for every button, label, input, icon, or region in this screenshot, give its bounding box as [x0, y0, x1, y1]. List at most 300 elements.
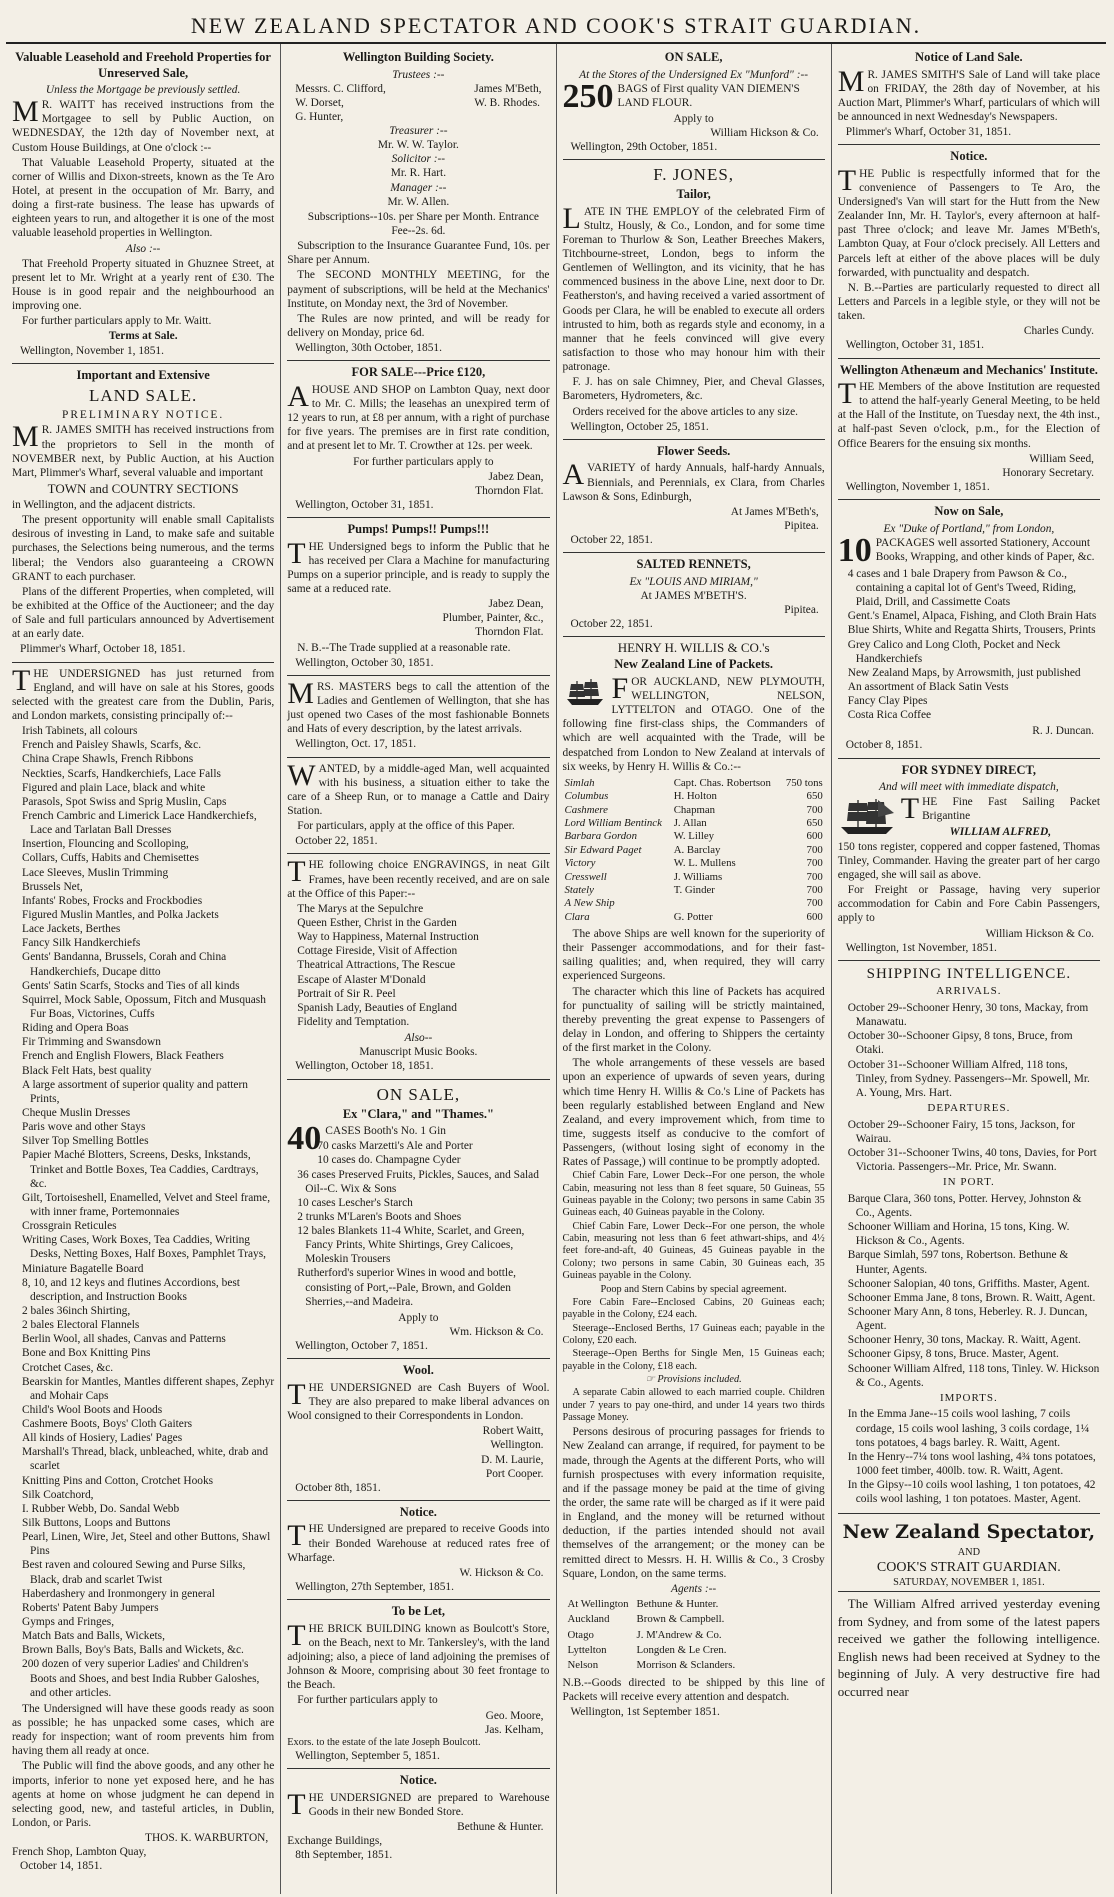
ship-captain — [672, 897, 781, 910]
ship-row — [563, 911, 825, 924]
advert-at: At JAMES M'BETH'S. — [640, 589, 747, 602]
list-item: 200 dozen of very superior Ladies' and Children's Boots and Shoes, and best India Rubber Galoshes, and other articles. — [22, 1658, 260, 1699]
ship-name: Sir Edward Paget — [564, 843, 642, 856]
agent-row — [565, 1598, 739, 1611]
list-item: Rutherford's superior Wines in wood and bottle, consisting of Port,--Pale, Brown, and Golden Sherries,--and Madeira. — [297, 1267, 516, 1308]
advert-mrs-masters — [287, 676, 549, 758]
column-4 — [831, 44, 1106, 1894]
list-item: 2 trunks M'Laren's Boots and Shoes — [297, 1210, 462, 1223]
advert-body — [287, 676, 550, 737]
ship-tons: 600 — [806, 910, 823, 923]
departures-list — [848, 1118, 1100, 1175]
advert-date: October 8th, 1851. — [295, 1481, 381, 1494]
agent-place: At Wellington — [567, 1597, 629, 1610]
advert-body — [12, 95, 275, 155]
advert-title: SALTED RENNETS, — [636, 557, 751, 572]
list-item: Way to Happiness, Maternal Instruction — [297, 931, 479, 944]
advert-heading: LAND SALE. — [89, 386, 198, 406]
advert-building-society — [287, 46, 549, 361]
dropcap: A — [562, 458, 585, 492]
list-item: 10 cases do. Champagne Cyder — [317, 1154, 461, 1167]
ship-row — [563, 817, 825, 830]
ships-table — [563, 777, 825, 924]
advert-body — [837, 163, 1100, 280]
ship-tons: 700 — [806, 843, 823, 856]
advert-text: HE Public is respectfully informed that for the convenience of Passengers to Te Aro, the Undersigned's Van will start for the Hutt from the New Zealander Inn, Mr. H. Taylor's, every afternoon at half-past Three o'clock; and leave Mr. James M'Beth's, Lambton Quay, at Four o'clock precisely. All Letters and Parcels left at either of the above places will be duly forwarded, with punctuality and despatch. — [837, 167, 1100, 279]
advert-body: Persons desirous of procuring passages for friends to New Zealand can arrange, if required, for payment to be made, through the Agents at the different Ports, who will furnish prospectuses with every information requisite, and if the passage money be paid at the time of giving the order, the same rate will be charged as if it were paid in England, and the money will be returned without deduction, if the parties intended should not avail themselves of the arrangement; or the money can be remitted direct to Messrs. H. H. Willis & Co., 3 Crosby Square, London, on the same terms. — [562, 1426, 825, 1580]
in-port-entry: Schooner William Alfred, 118 tons, Tinley. W. Hickson & Co., Agents. — [847, 1362, 1100, 1389]
sailing-ship-icon — [563, 677, 607, 707]
list-item: Lace Sleeves, Muslin Trimming — [22, 866, 169, 879]
advert-hutt-van — [838, 145, 1100, 358]
agent-name: Longden & Le Cren. — [636, 1644, 727, 1657]
advert-title: Important and Extensive — [76, 367, 210, 382]
ship-name: WILLIAM ALFRED, — [949, 825, 1052, 838]
list-item: Fir Trimming and Swansdown — [22, 1036, 161, 1049]
list-item: Figured and plain Lace, black and white — [22, 781, 206, 794]
advert-body: Subscription to the Insurance Guarantee Fund, 10s. per Share per Annum. — [287, 240, 550, 267]
arrivals-label: ARRIVALS. — [936, 985, 1002, 998]
agent-name: Morrison & Sclanders. — [636, 1659, 736, 1672]
list-item: Grey Calico and Long Cloth, Pocket and Neck Handkerchiefs — [847, 638, 1061, 665]
in-port-entry: Schooner Mary Ann, 8 tons, Heberley. R. J. Duncan, Agent. — [847, 1305, 1088, 1333]
list-item: 4 cases and 1 bale Drapery from Pawson & Co., containing a capital lot of Gent's Tweed, Riding, Plaid, Drill, and Cassimette Coats — [847, 567, 1077, 609]
ship-tons: 750 tons — [785, 776, 823, 789]
agent-row — [565, 1659, 739, 1672]
list-item: Fancy Clay Pipes — [847, 695, 928, 708]
advert-signature: Charles Cundy. — [1023, 325, 1094, 338]
list-item: Child's Wool Boots and Hoods — [22, 1403, 163, 1416]
advert-body: Orders received for the above articles to any size. — [572, 405, 798, 418]
advert-title: ON SALE, — [664, 50, 723, 64]
dropcap: T — [900, 792, 920, 826]
advert-flour — [563, 46, 825, 160]
advert-body — [12, 663, 275, 724]
sale-list — [848, 567, 1100, 723]
list-item: Fidelity and Temptation. — [297, 1015, 410, 1028]
list-item: Gents' Bandanna, Brussels, Corah and China Handkerchiefs, Ducape ditto — [22, 951, 227, 978]
dropcap: L — [562, 201, 581, 235]
advert-date: Wellington, November 1, 1851. — [845, 481, 990, 494]
list-item: The Marys at the Sepulchre — [297, 902, 424, 915]
advert-text: HE UNDERSIGNED are prepared to Warehouse Goods in their new Bonded Store. — [308, 1791, 550, 1818]
imports-list — [848, 1407, 1100, 1506]
advert-date: Wellington, September 5, 1851. — [295, 1750, 440, 1763]
nameplate: New Zealand Spectator, — [842, 1521, 1096, 1544]
advert-note: N. B.--Parties are particularly requested to direct all Letters and Parcels in a legible style, or they will not be taken. — [837, 281, 1100, 323]
trustees-right — [474, 82, 541, 124]
list-item: Crossgrain Reticules — [22, 1220, 117, 1233]
ship-row — [563, 871, 825, 884]
arrival-entry: October 29--Schooner Henry, 30 tons, Mackay, from Manawatu. — [847, 1002, 1089, 1029]
advert-subheading: Tailor, — [676, 187, 711, 202]
ship-name: Stately — [564, 883, 594, 896]
advert-date: Wellington, 1st November, 1851. — [845, 941, 997, 954]
masthead: NEW ZEALAND SPECTATOR AND COOK'S STRAIT GUARDIAN. — [190, 13, 922, 38]
list-item: Cashmere Boots, Boys' Cloth Gaiters — [22, 1418, 193, 1431]
trustee-name: W. Dorset, — [295, 96, 344, 109]
advert-body — [12, 420, 275, 480]
in-port-entry: Barque Simlah, 597 tons, Robertson. Bethune & Hunter, Agents. — [847, 1249, 1069, 1276]
advert-date: Wellington, October 30, 1851. — [295, 656, 434, 669]
advert-note: N.B.--Goods directed to be shipped by this line of Packets will receive every attention and despatch. — [562, 1676, 825, 1703]
list-item: Bone and Box Knitting Pins — [22, 1347, 151, 1360]
ship-tons: 650 — [806, 790, 823, 803]
list-item: Figured Muslin Mantles, and Polka Jackets — [22, 909, 219, 921]
ship-name: A New Ship — [564, 897, 615, 910]
advert-signature: Honorary Secretary. — [1002, 466, 1094, 479]
list-item: Fancy Silk Handkerchiefs — [22, 937, 141, 950]
nameplate-subtitle: COOK'S STRAIT GUARDIAN. — [876, 1560, 1061, 1576]
list-item: Best raven and coloured Sewing and Purse Silks, Black, drab and scarlet Twist — [22, 1559, 246, 1586]
ship-tons: 700 — [806, 883, 823, 896]
list-item: Gents' Satin Scarfs, Stocks and Ties of all kinds — [22, 979, 240, 992]
sale-list — [297, 1139, 549, 1309]
ship-captain: J. Williams — [673, 870, 723, 883]
advert-date: October 8, 1851. — [845, 739, 923, 752]
ship-row — [563, 857, 825, 870]
advert-athenaeum — [838, 359, 1100, 501]
advert-body: F. J. has on sale Chimney, Pier, and Cheval Glasses, Barometers, Hydrometers, &c. — [562, 376, 825, 403]
advert-place: Pipitea. — [784, 604, 819, 617]
ship-name: Columbus — [564, 790, 609, 803]
advert-body: That Freehold Property situated in Ghuznee Street, at present let to Mr. Wright at a yearly rent of £30. The House is in good repair and the neighbourhood an improving one. — [12, 257, 275, 313]
advert-body: The Public will find the above goods, and any other he imports, inferior to none yet exposed here, and he has agents at home on whose judgment he can depend in selecting good, new, and tasteful articles, in Dublin, London, or Paris. — [12, 1760, 275, 1829]
editorial-body: The William Alfred arrived yesterday evening from Sydney, and from some of the latest papers received we gather the following intelligence. English news had been received at Sydney to the beginning of July. A very destructive fire had occurred near — [837, 1596, 1100, 1699]
engravings-list — [297, 902, 549, 1029]
shipping-intelligence — [838, 961, 1100, 1515]
dropcap: T — [12, 663, 31, 697]
advert-date: Plimmer's Wharf, October 31, 1851. — [845, 126, 1012, 139]
advert-signature: Wellington. — [490, 1439, 544, 1452]
brigantine-icon — [838, 797, 896, 837]
list-item: Infants' Robes, Frocks and Frockbodies — [22, 894, 203, 907]
fare-line: Chief Cabin Fare, Lower Deck--For one person, the whole Cabin, measuring not less than 6 feet athwart-ships, and 4½ feet fore-and-aft, 40 Guineas, 45 Guineas payable in the Colony; two persons in same Cabin, 30 Guineas each, 35 Guineas payable in the Colony. — [562, 1220, 825, 1282]
list-item: Brussels Net, — [22, 880, 83, 893]
ship-tons: 600 — [806, 830, 823, 843]
column-2 — [280, 44, 555, 1894]
dropcap: A — [287, 379, 309, 413]
dropcap: M — [837, 64, 865, 98]
goods-list — [22, 724, 274, 1700]
list-item: Brown Balls, Boy's Bats, Balls and Wickets, &c. — [22, 1644, 244, 1657]
list-item: Match Bats and Balls, Wickets, — [22, 1630, 165, 1643]
advert-body: For further particulars apply to Mr. Waitt. — [22, 315, 212, 328]
ship-row — [563, 897, 825, 910]
advert-title: Now on Sale, — [934, 504, 1004, 519]
advert-date: Wellington, 30th October, 1851. — [295, 342, 442, 355]
columns — [6, 44, 1106, 1894]
advert-text: VARIETY of hardy Annuals, half-hardy Annuals, Biennials, and Perennials, ex Clara, from Charles Lawson & Sons, Edinburgh, — [562, 462, 825, 503]
advert-body — [287, 536, 550, 597]
dropcap: M — [12, 420, 39, 454]
dropcap: M — [12, 95, 39, 129]
ship-captain: Capt. Chas. Robertson — [673, 776, 771, 789]
list-item: Spanish Lady, Beauties of England — [297, 1001, 457, 1014]
ship-name: Barbara Gordon — [564, 830, 637, 843]
advert-subtitle: Ex "LOUIS AND MIRIAM," — [629, 575, 758, 588]
advert-subheading: PRELIMINARY NOTICE. — [62, 409, 225, 422]
import-entry: In the Emma Jane--15 coils wool lashing, 7 coils cordage, 15 coils wool lashing, 3 coils cordage, 1¼ tons potatoes, 4 bags barley. R. Waitt, Agent. — [847, 1408, 1090, 1449]
advert-also-item: Manuscript Music Books. — [359, 1046, 478, 1059]
arrivals-list — [848, 1001, 1100, 1100]
agent-name: J. M'Andrew & Co. — [636, 1628, 722, 1641]
advert-text: PACKAGES well assorted Stationery, Account Books, Wrapping, and other kinds of Paper, &c. — [875, 536, 1095, 563]
ship-tons: 700 — [806, 897, 823, 910]
advert-text: HE UNDERSIGNED are Cash Buyers of Wool. They are also prepared to make liberal advances on Wool consigned to their Correspondents in London. — [287, 1381, 550, 1423]
ship-row — [563, 844, 825, 857]
advert-land-sale — [12, 364, 274, 663]
list-item: China Crape Shawls, French Ribbons — [22, 753, 194, 766]
in-port-entry: Schooner William and Horina, 15 tons, King. W. Hickson & Co., Agents. — [847, 1221, 1070, 1248]
advert-body — [563, 82, 825, 112]
advert-signature: Port Cooper. — [485, 1467, 544, 1480]
advert-bonded-warehouse — [287, 1501, 549, 1600]
list-item: 2 bales Electoral Flannels — [22, 1319, 140, 1332]
manager-name: Mr. W. Allen. — [387, 195, 450, 208]
advert-title: Valuable Leasehold and Freehold Properties for Unreserved Sale, — [15, 50, 271, 80]
advert-date: October 14, 1851. — [20, 1860, 103, 1873]
agent-place: Auckland — [567, 1613, 610, 1626]
advert-body: The Undersigned will have these goods ready as soon as possible; he has unpacked some cases, which are ready for inspection; want of room prevents him from having them all ready at once. — [12, 1702, 275, 1758]
advert-date: 8th September, 1851. — [295, 1849, 393, 1862]
ship-row — [563, 830, 825, 843]
advert-subtitle: At the Stores of the Undersigned Ex "Munford" :-- — [579, 68, 809, 81]
fare-line: A separate Cabin allowed to each married couple. Children under 7 years to pay one-third, and under 14 years two thirds Passage Money. — [562, 1387, 825, 1423]
agents-table — [563, 1596, 741, 1675]
manager-label: Manager :-- — [390, 181, 447, 194]
advert-title: Wellington Athenæum and Mechanics' Institute. — [839, 362, 1098, 377]
shipping-heading: SHIPPING INTELLIGENCE. — [866, 965, 1072, 982]
ship-captain: W. L. Mullens — [673, 857, 736, 870]
list-item: 36 cases Preserved Fruits, Pickles, Sauces, and Salad Oil--C. Wix & Sons — [297, 1168, 539, 1195]
advert-text: HE Undersigned are prepared to receive Goods into their Bonded Warehouse at reduced rates free of Wharfage. — [287, 1523, 550, 1564]
advert-heading: F. JONES, — [653, 165, 735, 185]
advert-note: N. B.--The Trade supplied at a reasonable rate. — [297, 641, 511, 654]
in-port-entry: Schooner Gipsy, 8 tons, Bruce. Master, Agent. — [847, 1348, 1059, 1361]
advert-subheading: Ex "Clara," and "Thames." — [342, 1106, 494, 1121]
advert-text: HE Fine Fast Sailing Packet Brigantine — [922, 796, 1100, 823]
advert-body — [287, 379, 550, 454]
treasurer-name: Mr. W. W. Taylor. — [377, 139, 459, 152]
big-number: 250 — [562, 81, 614, 112]
ship-row — [563, 777, 825, 790]
ship-name: Simlah — [564, 776, 595, 789]
nameplate-and: AND — [957, 1546, 981, 1558]
trustee-name: Messrs. C. Clifford, — [295, 82, 386, 95]
advert-body: That Valuable Leasehold Property, situated at the corner of Willis and Dixon-streets, known as the Te Aro Hotel, at present in the occupation of Mr. Barry, and doing a first-rate business. The lease has upwards of eighteen years to run, and altogether it is one of the most valuable leasehold properties in Wellington. — [12, 156, 275, 240]
advert-body: For Freight or Passage, having very superior accommodation for Cabin and Fore Cabin Passengers, apply to — [837, 884, 1100, 925]
column-3 — [556, 44, 831, 1894]
advert-body — [838, 792, 1100, 826]
ship-captain: Chapman — [673, 803, 716, 816]
advert-body — [287, 855, 550, 900]
ship-tons: 700 — [806, 803, 823, 816]
advert-date: Wellington, October 31, 1851. — [845, 339, 985, 352]
ship-name: Lord William Bentinck — [564, 817, 662, 830]
dropcap: M — [287, 676, 314, 710]
ship-name: Cresswell — [564, 870, 607, 883]
editorial-date: SATURDAY, NOVEMBER 1, 1851. — [838, 1577, 1100, 1592]
agents-label: Agents :-- — [671, 1582, 717, 1595]
advert-text: R. WAITT has received instructions from the Mortgagee to sell by Public Auction, on WEDNESDAY, the 12th day of November next, at Custom House Buildings, at One o'clock :-- — [12, 99, 275, 154]
list-item: Cheque Muslin Dresses — [22, 1106, 131, 1119]
list-item: Writing Cases, Work Boxes, Tea Caddies, Writing Desks, Netting Boxes, Half Boxes, Pamphlet Trays, — [22, 1234, 267, 1261]
advert-f-jones-tailor — [563, 160, 825, 440]
advert-title: FOR SYDNEY DIRECT, — [901, 762, 1037, 777]
in-port-entry: Barque Clara, 360 tons, Potter. Hervey, Johnston & Co., Agents. — [847, 1192, 1082, 1219]
list-item: Blue Shirts, White and Regatta Shirts, Trousers, Prints — [847, 624, 1096, 637]
advert-signature: Jabez Dean, — [488, 470, 544, 483]
advert-title: Pumps! Pumps!! Pumps!!! — [347, 522, 490, 537]
advert-body — [562, 201, 825, 375]
ship-captain: A. Barclay — [673, 843, 721, 856]
imports-label: IMPORTS. — [939, 1391, 998, 1404]
advert-text: ATE IN THE EMPLOY of the celebrated Firm of Stultz, Hously, & Co., London, and for some time Foreman to Thurlow & Son, Leather Breeches Makers, Titchbourne-street, London, begs to inform the Gentlemen of Wellington, and its vicinity, that he has commenced business in the above Line, next door to Dr. Featherston's, and having received a varied assortment of Goods per Clara, he will be enabled to execute all orders intrusted to him, both as regards style and economy, in a manner that he feels convinced will give every satisfaction to those who may honour him with their patronage. — [562, 205, 825, 374]
arrival-entry: October 30--Schooner Gipsy, 8 tons, Bruce, from Otaki. — [847, 1030, 1073, 1057]
list-item: Pearl, Linen, Wire, Jet, Steel and other Buttons, Shawl Pins — [22, 1531, 271, 1558]
departures-label: DEPARTURES. — [927, 1102, 1011, 1115]
advert-date: Wellington, October 18, 1851. — [295, 1060, 434, 1073]
advert-body — [837, 377, 1100, 451]
list-item: Costa Rica Coffee — [847, 709, 932, 722]
ship-name: Victory — [564, 857, 596, 870]
ship-name: Cashmere — [564, 803, 608, 816]
advert-body: The Rules are now printed, and will be ready for delivery on Monday, price 6d. — [287, 312, 550, 340]
advert-title: Wool. — [402, 1363, 434, 1378]
dropcap: T — [837, 377, 857, 411]
advert-body: The above Ships are well known for the superiority of their Passenger accommodations, and for their fast-sailing qualities; and, when required, they will carry experienced Surgeons. — [562, 928, 825, 983]
dropcap: T — [287, 1519, 306, 1553]
advert-body — [562, 458, 825, 503]
advert-willis-packets — [563, 637, 825, 1724]
list-item: Paris wove and other Stays — [22, 1121, 146, 1134]
trustee-name: W. B. Rhodes. — [474, 96, 540, 109]
advert-body: The present opportunity will enable small Capitalists desirous of investing in Land, to make safe and suitable purchases, the Selections being numerous, and the terms liberal; the Vendors also guaranteeing a CROWN GRANT to each purchaser. — [12, 514, 275, 583]
advert-heading: ON SALE, — [376, 1084, 461, 1104]
fare-line: Steerage--Open Berths for Single Men, 15 Guineas each; payable in the Colony, £18 each. — [562, 1348, 825, 1372]
list-item: New Zealand Maps, by Arrowsmith, just published — [847, 666, 1081, 679]
advert-title: Wellington Building Society. — [342, 50, 494, 64]
ship-name: Clara — [564, 910, 590, 923]
advert-bonded-store — [287, 1769, 549, 1867]
list-item: Collars, Cuffs, Habits and Chemisettes — [22, 852, 199, 865]
agent-place: Lyttelton — [567, 1644, 607, 1657]
advert-date: Plimmer's Wharf, October 18, 1851. — [20, 643, 186, 656]
list-item: 8, 10, and 12 keys and flutines Accordions, best description, and Instruction Books — [22, 1276, 240, 1303]
ship-captain: T. Ginder — [673, 883, 715, 896]
advert-signature: William Hickson & Co. — [985, 927, 1094, 940]
dropcap: F — [611, 671, 629, 705]
advert-title: Notice of Land Sale. — [915, 50, 1023, 64]
advert-body — [838, 536, 1100, 566]
agent-row — [565, 1644, 739, 1657]
advert-signature: Bethune & Hunter. — [457, 1821, 544, 1834]
dropcap: T — [287, 1377, 306, 1411]
dropcap: T — [287, 855, 306, 889]
advert-sydney-direct — [838, 759, 1100, 961]
list-item: Knitting Pins and Cotton, Crotchet Hooks — [22, 1474, 214, 1487]
advert-subtitle: And will meet with immediate dispatch, — [879, 781, 1059, 794]
list-item: I. Rubber Webb, Do. Sandal Webb — [22, 1502, 180, 1515]
list-item: Gymps and Fringes, — [22, 1616, 115, 1629]
advert-title: Notice. — [399, 1504, 437, 1519]
advert-body — [287, 1519, 550, 1564]
advert-signature: Pipitea. — [784, 519, 819, 532]
big-number: 40 — [287, 1120, 322, 1158]
list-item: Gilt, Tortoiseshell, Enamelled, Velvet and Steel frame, with inner frame, Portemonnaies — [22, 1191, 271, 1218]
list-item: 10 cases Lescher's Starch — [297, 1196, 413, 1209]
fare-text — [563, 1170, 825, 1424]
advert-text: CASES Booth's No. 1 Gin — [325, 1125, 446, 1138]
ship-tons: 700 — [806, 857, 823, 870]
advert-date: Wellington, 27th September, 1851. — [295, 1581, 454, 1594]
advert-signature: Thorndon Flat. — [475, 626, 544, 639]
advert-date: Wellington, October 25, 1851. — [570, 420, 709, 433]
advert-apply: Apply to — [673, 112, 714, 125]
agent-place: Nelson — [567, 1659, 599, 1672]
advert-text: RS. MASTERS begs to call the attention of the Ladies and Gentlemen of Wellington, that she has just opened two Cases of the most fashionable Bonnets and Hats of every description, by the latest arrivals. — [287, 680, 550, 736]
advert-body: The whole arrangements of these vessels are based upon an experience of upwards of seven years, during which time Henry H. Willis & Co.'s Line of Packets has been regularly established between England and New Zealand, and every improvement which, from time to time, suggests itself as conducive to the comfort of Passengers, (without losing sight of economy in the Rates of Passage,) will continue to be promptly adopted. — [562, 1057, 825, 1169]
advert-also: Also :-- — [125, 242, 161, 255]
advert-signature: William Hickson & Co. — [710, 126, 819, 139]
provisions-note: ☞ Provisions included. — [645, 1373, 742, 1385]
advert-title: FOR SALE---Price £120, — [351, 365, 486, 380]
advert-body: in Wellington, and the adjacent districts. — [12, 499, 196, 512]
advert-signature: Plumber, Painter, &c., — [442, 612, 544, 625]
solicitor-name: Mr. R. Hart. — [390, 167, 447, 180]
list-item: Black Felt Hats, best quality — [22, 1064, 152, 1077]
in-port-entry: Schooner Henry, 30 tons, Mackay. R. Waitt, Agent. — [847, 1334, 1081, 1347]
list-item: French Cambric and Limerick Lace Handkerchiefs, Lace and Tarlatan Ball Dresses — [22, 810, 257, 837]
trustees-left — [295, 82, 386, 124]
advert-body: The SECOND MONTHLY MEETING, for the payment of subscriptions, will be held at the Mechanics' Institute, on Monday next, the 3rd of November. — [287, 269, 550, 310]
advert-signature: Jabez Dean, — [488, 598, 544, 611]
list-item: Lace Jackets, Berthes — [22, 923, 121, 936]
agent-name: Bethune & Hunter. — [636, 1597, 719, 1610]
advert-signature: R. J. Duncan. — [1032, 725, 1094, 738]
list-item: Squirrel, Mock Sable, Opossum, Fitch and Musquash Fur Boas, Victorines, Cuffs — [22, 993, 266, 1020]
advert-text: R. JAMES SMITH'S Sale of Land will take place on FRIDAY, the 28th day of November, at his Auction Mart, Plimmer's Wharf, particulars of which will be announced in next Wednesday's Newspapers. — [837, 68, 1100, 123]
in-port-list — [848, 1192, 1100, 1390]
advert-subheading: New Zealand Line of Packets. — [614, 657, 773, 672]
list-item: Silver Top Smelling Bottles — [22, 1135, 149, 1148]
agent-place: Otago — [567, 1628, 594, 1641]
advert-subtitle: Unless the Mortgage be previously settled. — [45, 84, 241, 96]
advert-text: ANTED, by a middle-aged Man, well acquainted with his business, a situation either to take the care of a Sheep Run, or to manage a Cattle and Dairy Station. — [287, 762, 550, 817]
advert-date: October 22, 1851. — [570, 534, 653, 547]
advert-wool — [287, 1359, 549, 1501]
list-item: 12 bales Blankets 11-4 White, Scarlet, and Green, Fancy Prints, White Shirtings, Grey Calicoes, Moleskin Trousers — [297, 1225, 525, 1266]
list-item: Berlin Wool, all shades, Canvas and Patterns — [22, 1333, 226, 1346]
list-item: Queen Esther, Christ in the Garden — [297, 916, 457, 929]
list-item: 70 casks Marzetti's Ale and Porter — [317, 1140, 473, 1153]
ship-tons: 700 — [806, 870, 823, 883]
advert-address: French Shop, Lambton Quay, — [12, 1846, 147, 1859]
advert-body: For particulars, apply at the office of this Paper. — [297, 820, 515, 833]
advert-pumps — [287, 518, 549, 676]
advert-signature: Geo. Moore, — [485, 1709, 544, 1722]
advert-signature: At James M'Beth's, — [730, 505, 819, 518]
list-item: Crotchet Cases, &c. — [22, 1361, 114, 1374]
departure-entry: October 29--Schooner Fairy, 15 tons, Jackson, for Wairau. — [847, 1118, 1076, 1145]
list-item: Bearskin for Mantles, Mantles different shapes, Zephyr and Mohair Caps — [22, 1375, 275, 1402]
advert-date: Wellington, November 1, 1851. — [20, 344, 164, 357]
fare-line: Fore Cabin Fare--Enclosed Cabins, 20 Guineas each; payable in the Colony, £24 each. — [562, 1296, 825, 1321]
departure-entry: October 31--Schooner Twins, 40 tons, Davies, for Port Victoria. Passengers--Mr. Price, Mr. Swann. — [847, 1146, 1097, 1174]
advert-title: To be Let, — [391, 1604, 446, 1619]
advert-body: For further particulars apply to — [353, 455, 494, 468]
